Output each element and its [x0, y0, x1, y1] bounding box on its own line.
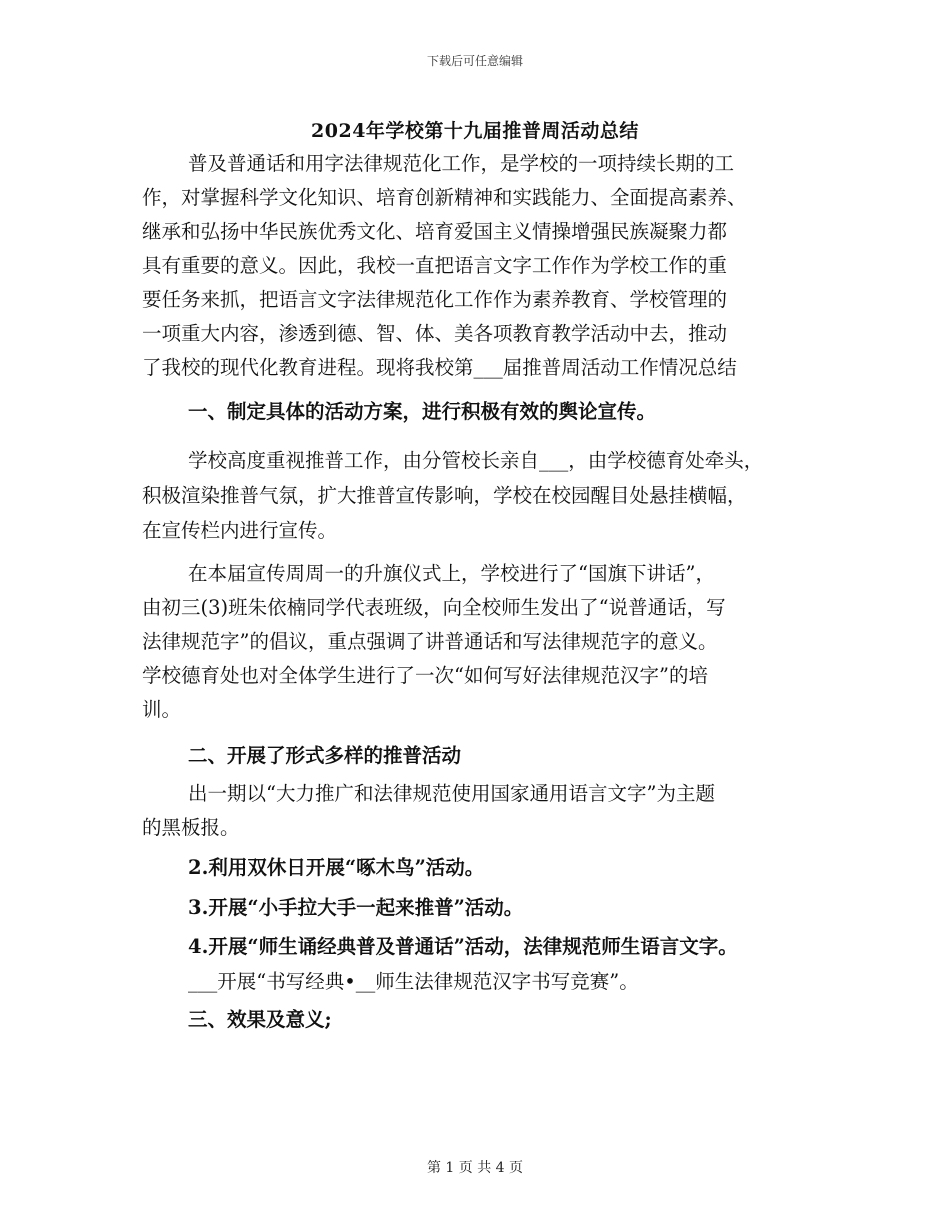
section-heading-1: 一、制定具体的活动方案，进行积极有效的舆论宣传。: [188, 400, 657, 423]
section-heading-3: 三、效果及意义;: [188, 1008, 332, 1031]
section-heading-2: 二、开展了形式多样的推普活动: [188, 744, 462, 767]
paragraph-line: 要任务来抓，把语言文字法律规范化工作作为素养教育、学校管理的: [142, 288, 728, 311]
paragraph-line: 作，对掌握科学文化知识、培育创新精神和实践能力、全面提高素养、: [142, 186, 747, 209]
paragraph-line: 的黑板报。: [142, 816, 240, 839]
paragraph-line: ___开展“书写经典•__师生法律规范汉字书写竞赛”。: [188, 970, 639, 993]
list-item-3: 3.开展“小手拉大手一起来推普”活动。: [188, 896, 524, 919]
paragraph-line: 法律规范字”的倡议，重点强调了讲普通话和写法律规范字的意义。: [142, 630, 718, 653]
paragraph-line: 训。: [142, 698, 182, 721]
paragraph-line: 学校高度重视推普工作，由分管校长亲自___，由学校德育处牵头，: [188, 449, 764, 472]
paragraph-line: 由初三(3)班朱依楠同学代表班级，向全校师生发出了“说普通话，写: [142, 596, 726, 619]
page-footer: 第 1 页 共 4 页: [426, 1160, 524, 1176]
paragraph-line: 普及普通话和用字法律规范化工作，是学校的一项持续长期的工: [188, 152, 735, 175]
paragraph-line: 在宣传栏内进行宣传。: [142, 519, 338, 542]
paragraph-line: 学校德育处也对全体学生进行了一次“如何写好法律规范汉字”的培: [142, 664, 708, 687]
paragraph-line: 具有重要的意义。因此，我校一直把语言文字工作作为学校工作的重: [142, 254, 728, 277]
paragraph-line: 了我校的现代化教育进程。现将我校第___届推普周活动工作情况总结: [142, 356, 737, 379]
paragraph-line: 出一期以“大力推广和法律规范使用国家通用语言文字”为主题: [188, 782, 715, 805]
document-title: 2024年学校第十九届推普周活动总结: [311, 120, 639, 142]
list-item-4: 4.开展“师生诵经典普及普通话”活动，法律规范师生语言文字。: [188, 935, 738, 958]
page-header: 下载后可任意编辑: [426, 54, 523, 68]
paragraph-line: 一项重大内容，渗透到德、智、体、美各项教育教学活动中去，推动: [142, 322, 728, 345]
paragraph-line: 在本届宣传周周一的升旗仪式上，学校进行了“国旗下讲话”，: [188, 562, 715, 585]
paragraph-line: 继承和弘扬中华民族优秀文化、培育爱国主义情操增强民族凝聚力都: [142, 220, 728, 243]
list-item-2: 2.利用双休日开展“啄木鸟”活动。: [188, 856, 485, 879]
paragraph-line: 积极渲染推普气氛，扩大推普宣传影响，学校在校园醒目处悬挂横幅，: [142, 484, 747, 507]
